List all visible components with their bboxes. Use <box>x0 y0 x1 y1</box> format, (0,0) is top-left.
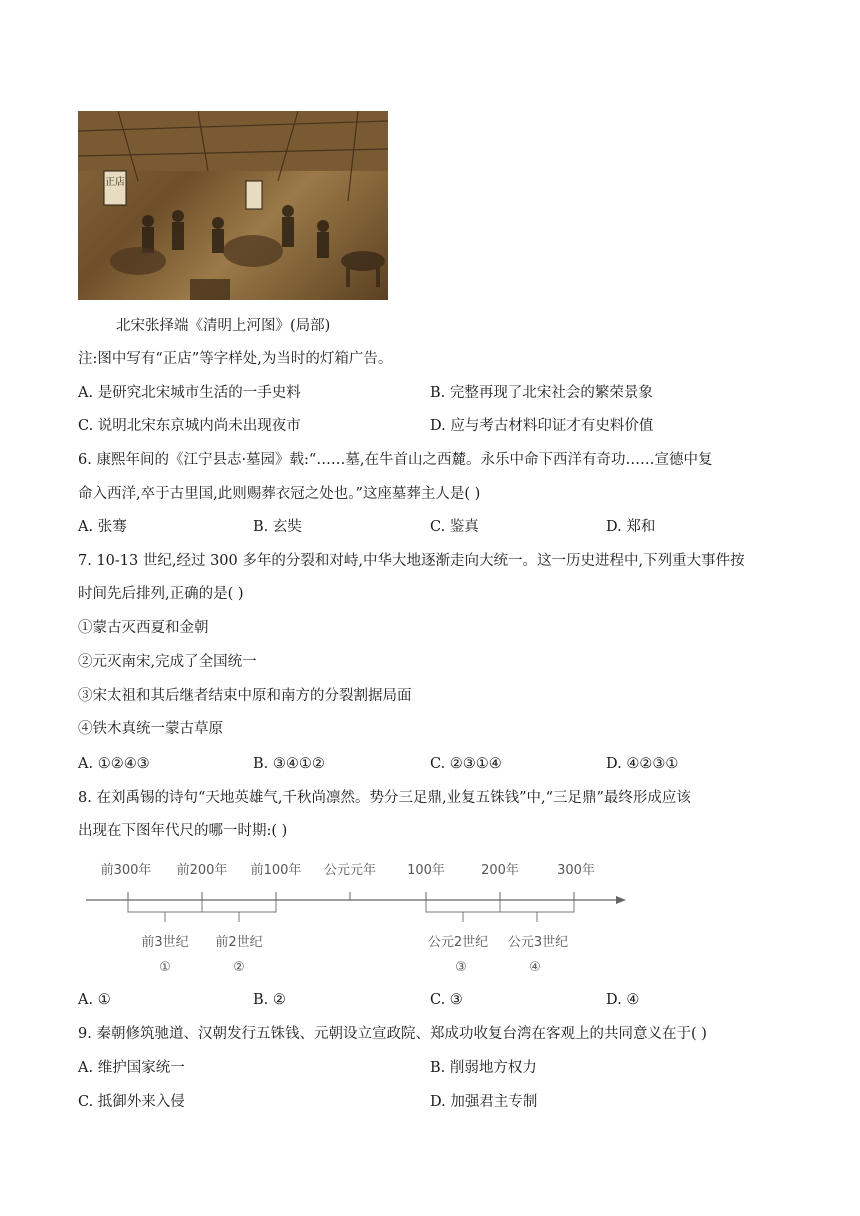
period-label-1: 前3世纪 <box>141 935 189 950</box>
tick-label-200ad: 200年 <box>481 863 519 878</box>
q7-stem-line2: 时间先后排列,正确的是( ) <box>78 586 244 602</box>
q6-option-d: D. 郑和 <box>606 519 656 535</box>
q8-stem-line2: 出现在下图年代尺的哪一时期:( ) <box>78 823 288 839</box>
timeline-arrow <box>616 896 626 904</box>
tick-label-300ad: 300年 <box>557 863 595 878</box>
q6-option-a: A. 张骞 <box>78 519 127 535</box>
q6-option-b: B. 玄奘 <box>253 519 302 535</box>
q7-option-d: D. ④②③① <box>606 756 679 772</box>
q7-option-a: A. ①②④③ <box>78 756 150 772</box>
q7-item-4: ④铁木真统一蒙古草原 <box>78 721 223 737</box>
q6-stem-line1: 6. 康熙年间的《江宁县志·墓园》载:“……墓,在牛首山之西麓。永乐中命下西洋有奇功……宣德中复 <box>78 452 713 468</box>
tick-label-100bc: 前100年 <box>250 863 302 878</box>
q7-item-3: ③宋太祖和其后继者结束中原和南方的分裂割据局面 <box>78 688 412 704</box>
q6-stem-line2: 命入西洋,卒于古里国,此则赐葬衣冠之处也。”这座墓葬主人是( ) <box>78 486 481 502</box>
period-number-4: ④ <box>529 960 541 975</box>
q7-item-2: ②元灭南宋,完成了全国统一 <box>78 654 257 670</box>
sign-text-1: 正店 <box>105 177 125 188</box>
period-number-3: ③ <box>455 960 467 975</box>
period-number-2: ② <box>233 960 245 975</box>
period-number-1: ① <box>159 960 171 975</box>
q7-stem-line1: 7. 10-13 世纪,经过 300 多年的分裂和对峙,中华大地逐渐走向大统一。这一历史进程中,下列重大事件按 <box>78 553 745 569</box>
period-label-4: 公元3世纪 <box>507 935 569 950</box>
period-label-3: 公元2世纪 <box>427 935 489 950</box>
tick-label-300bc: 前300年 <box>100 863 152 878</box>
q9-option-d: D. 加强君主专制 <box>430 1094 538 1110</box>
q7-option-c: C. ②③①④ <box>430 756 502 772</box>
qingming-painting-image <box>78 111 388 300</box>
q8-option-a: A. ① <box>78 992 111 1008</box>
period-brackets <box>128 900 574 922</box>
q9-option-b: B. 削弱地方权力 <box>430 1060 537 1076</box>
q8-option-b: B. ② <box>253 992 286 1008</box>
period-label-2: 前2世纪 <box>215 935 263 950</box>
figure-caption: 北宋张择端《清明上河图》(局部) <box>116 318 331 334</box>
q5-option-c: C. 说明北宋东京城内尚未出现夜市 <box>78 418 301 434</box>
q7-option-b: B. ③④①② <box>253 756 325 772</box>
timeline-diagram <box>78 852 638 980</box>
q5-option-d: D. 应与考古材料印证才有史料价值 <box>430 418 654 434</box>
tick-label-ad1: 公元元年 <box>323 863 377 878</box>
q6-option-c: C. 鉴真 <box>430 519 479 535</box>
q5-option-a: A. 是研究北宋城市生活的一手史料 <box>78 385 301 401</box>
q9-option-c: C. 抵御外来入侵 <box>78 1094 185 1110</box>
q9-option-a: A. 维护国家统一 <box>78 1060 185 1076</box>
q9-stem: 9. 秦朝修筑驰道、汉朝发行五铢钱、元朝设立宣政院、郑成功收复台湾在客观上的共同意义在于( ) <box>78 1026 707 1042</box>
figure-note: 注:图中写有“正店”等字样处,为当时的灯箱广告。 <box>78 351 393 367</box>
q8-option-d: D. ④ <box>606 992 640 1008</box>
timeline-tick-marks <box>128 892 574 900</box>
q7-item-1: ①蒙古灭西夏和金朝 <box>78 620 209 636</box>
tick-label-100ad: 100年 <box>407 863 445 878</box>
q5-option-b: B. 完整再现了北宋社会的繁荣景象 <box>430 385 653 401</box>
q8-option-c: C. ③ <box>430 992 463 1008</box>
tick-label-200bc: 前200年 <box>176 863 228 878</box>
q8-stem-line1: 8. 在刘禹锡的诗句“天地英雄气,千秋尚凛然。势分三足鼎,业复五铢钱”中,“三足鼎”最终形成应该 <box>78 790 691 806</box>
